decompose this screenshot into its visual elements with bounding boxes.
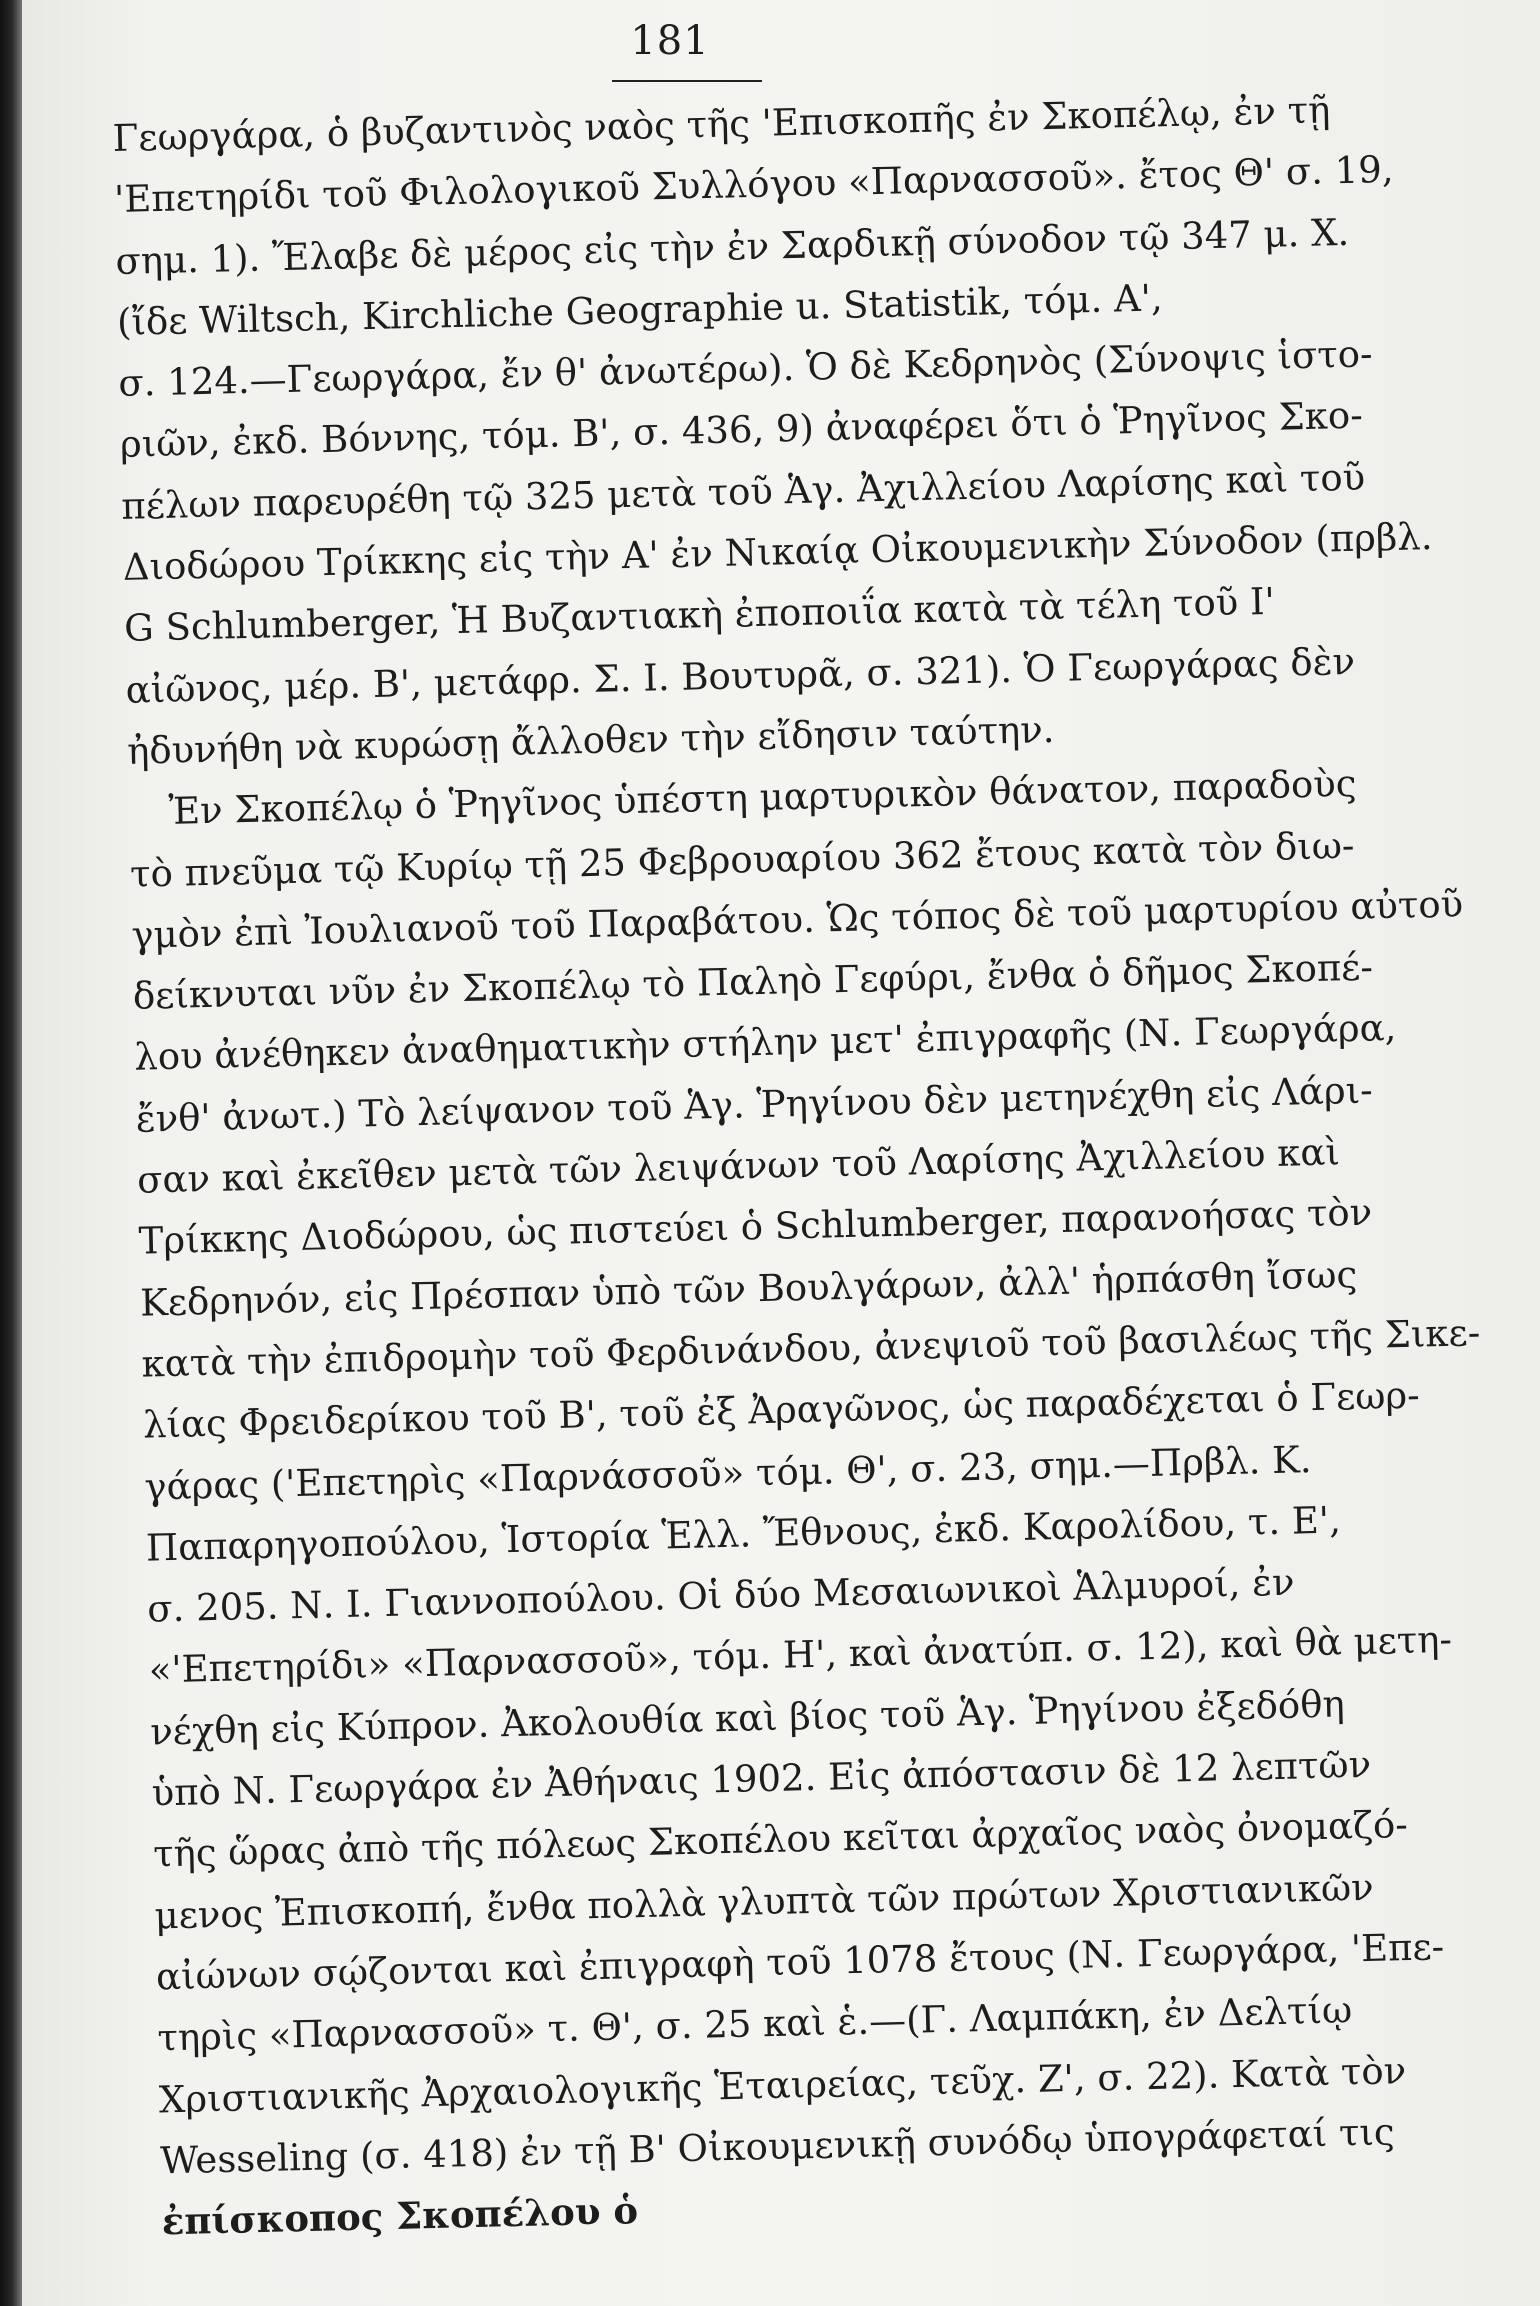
text-line: τὸ πνεῦμα τῷ Κυρίῳ τῇ 25 Φεβρουαρίου 362 ἔτους κατὰ τὸν διω- (129, 823, 1355, 896)
text-line: G Schlumberger, Ἡ Βυζαντιακὴ ἐποποιΐα κατὰ τὰ τέλη τοῦ Ι' (123, 580, 1276, 651)
paragraph-start-line: Ἐν Σκοπέλῳ ὁ Ῥηγῖνος ὑπέστη μαρτυρικὸν θάνατον, παραδοὺς (168, 762, 1357, 834)
text-line: γμὸν ἐπὶ Ἰουλιανοῦ τοῦ Παραβάτου. Ὡς τόπος δὲ τοῦ μαρτυρίου αὐτοῦ (130, 882, 1464, 957)
text-line: ἠδυνήθη νὰ κυρώσῃ ἄλλοθεν τὴν εἴδησιν ταύτην. (126, 707, 1055, 773)
text-line: σημ. 1). Ἔλαβε δὲ μέρος εἰς τὴν ἐν Σαρδικῇ σύνοδον τῷ 347 μ. Χ. (115, 210, 1350, 283)
text-line: σ. 205. Ν. Ι. Γιαννοπούλου. Οἱ δύο Μεσαιωνικοὶ Ἁλμυροί, ἐν (146, 1560, 1295, 1631)
text-line: ἐπίσκοπος Σκοπέλου ὁ (161, 2188, 639, 2244)
text-line: Παπαρηγοπούλου, Ἱστορία Ἑλλ. Ἔθνους, ἐκδ. Καρολίδου, τ. Ε', (145, 1498, 1342, 1570)
text-line: κατὰ τὴν ἐπιδρομὴν τοῦ Φερδινάνδου, ἀνεψιοῦ τοῦ βασιλέως τῆς Σικε- (141, 1311, 1481, 1386)
text-line: τηρὶς «Παρνασσοῦ» τ. Θ', σ. 25 καὶ ἑ.—(Γ. Λαμπάκη, ἐν Δελτίῳ (156, 1988, 1353, 2060)
text-line: Τρίκκης Διοδώρου, ὡς πιστεύει ὁ Schlumberger, παρανοήσας τὸν (138, 1190, 1373, 1264)
text-line: Γεωργάρα, ὁ βυζαντινὸς ναὸς τῆς 'Επισκοπῆς ἐν Σκοπέλῳ, ἐν τῇ (112, 88, 1331, 160)
text-line: αἰῶνος, μέρ. Β', μετάφρ. Σ. Ι. Βουτυρᾶ, σ. 321). Ὁ Γεωργάρας δὲν (125, 639, 1356, 712)
text-line: αἰώνων σῴζονται καὶ ἐπιγραφὴ τοῦ 1078 ἔτους (Ν. Γεωργάρα, 'Επε- (155, 1925, 1445, 1999)
text-line: δείκνυται νῦν ἐν Σκοπέλῳ τὸ Παληὸ Γεφύρι, ἔνθα ὁ δῆμος Σκοπέ- (132, 945, 1374, 1018)
text-line: σαν καὶ ἐκεῖθεν μετὰ τῶν λειψάνων τοῦ Λαρίσης Ἀχιλλείου καὶ (136, 1130, 1341, 1202)
text-line: 'Επετηρίδι τοῦ Φιλολογικοῦ Συλλόγου «Παρνασσοῦ». ἔτος Θ' σ. 19, (113, 148, 1395, 222)
body-text (112, 80, 1481, 2253)
text-line: πέλων παρευρέθη τῷ 325 μετὰ τοῦ Ἁγ. Ἀχιλλείου Λαρίσης καὶ τοῦ (120, 455, 1366, 528)
text-line: ριῶν, ἐκδ. Βόννης, τόμ. Β', σ. 436, 9) ἀναφέρει ὅτι ὁ Ῥηγῖνος Σκο- (119, 394, 1364, 467)
text-line: Διοδώρου Τρίκκης εἰς τὴν Α' ἐν Νικαίᾳ Οἰκουμενικὴν Σύνοδον (πρβλ. (122, 515, 1433, 589)
text-line: Χριστιανικῆς Ἀρχαιολογικῆς Ἑταιρείας, τεῦχ. Ζ', σ. 22). Κατὰ τὸν (158, 2048, 1407, 2121)
text-line: γάρας ('Επετηρὶς «Παρνάσσοῦ» τόμ. Θ', σ. 23, σημ.—Πρβλ. Κ. (143, 1437, 1313, 1509)
header-rule (612, 80, 762, 82)
text-line: τῆς ὥρας ἀπὸ τῆς πόλεως Σκοπέλου κεῖται ἀρχαῖος ναὸς ὀνομαζό- (152, 1803, 1409, 1876)
page-number: 181 (630, 18, 710, 64)
text-line: λίας Φρειδερίκου τοῦ Β', τοῦ ἐξ Ἀραγῶνος, ὡς παραδέχεται ὁ Γεωρ- (142, 1373, 1421, 1447)
text-line: ὑπὸ Ν. Γεωργάρα ἐν Ἀθήναις 1902. Εἰς ἀπόστασιν δὲ 12 λεπτῶν (151, 1742, 1372, 1815)
text-line: «'Επετηρίδι» «Παρνασσοῦ», τόμ. Η', καὶ ἀνατύπ. σ. 12), καὶ θὰ μετη- (148, 1618, 1453, 1692)
text-line: (ἴδε Wiltsch, Kirchliche Geographie u. Statistik, τόμ. Α', (116, 276, 1164, 344)
text-line: νέχθη εἰς Κύπρον. Ἀκολουθία καὶ βίος τοῦ Ἁγ. Ῥηγίνου ἐξεδόθη (149, 1682, 1346, 1754)
text-line: μενος Ἐπισκοπή, ἔνθα πολλὰ γλυπτὰ τῶν πρώτων Χριστιανικῶν (154, 1865, 1375, 1938)
text-line: σ. 124.—Γεωργάρα, ἔν θ' ἀνωτέρω). Ὁ δὲ Κεδρηνὸς (Σύνοψις ἱστο- (117, 332, 1374, 406)
text-line: ἔνθ' ἀνωτ.) Τὸ λείψανον τοῦ Ἁγ. Ῥηγίνου δὲν μετηνέχθη εἰς Λάρι- (135, 1068, 1374, 1141)
text-line: Wesseling (σ. 418) ἐν τῇ Β' Οἰκουμενικῇ συνόδῳ ὑπογράφεταί τις (159, 2110, 1396, 2183)
text-line: λου ἀνέθηκεν ἀναθηματικὴν στήλην μετ' ἐπιγραφῆς (Ν. Γεωργάρα, (133, 1006, 1397, 1080)
book-spine-shadow (0, 0, 22, 2306)
text-line: Κεδρηνόν, εἰς Πρέσπαν ὑπὸ τῶν Βουλγάρων, ἀλλ' ἡρπάσθη ἴσως (139, 1252, 1358, 1325)
